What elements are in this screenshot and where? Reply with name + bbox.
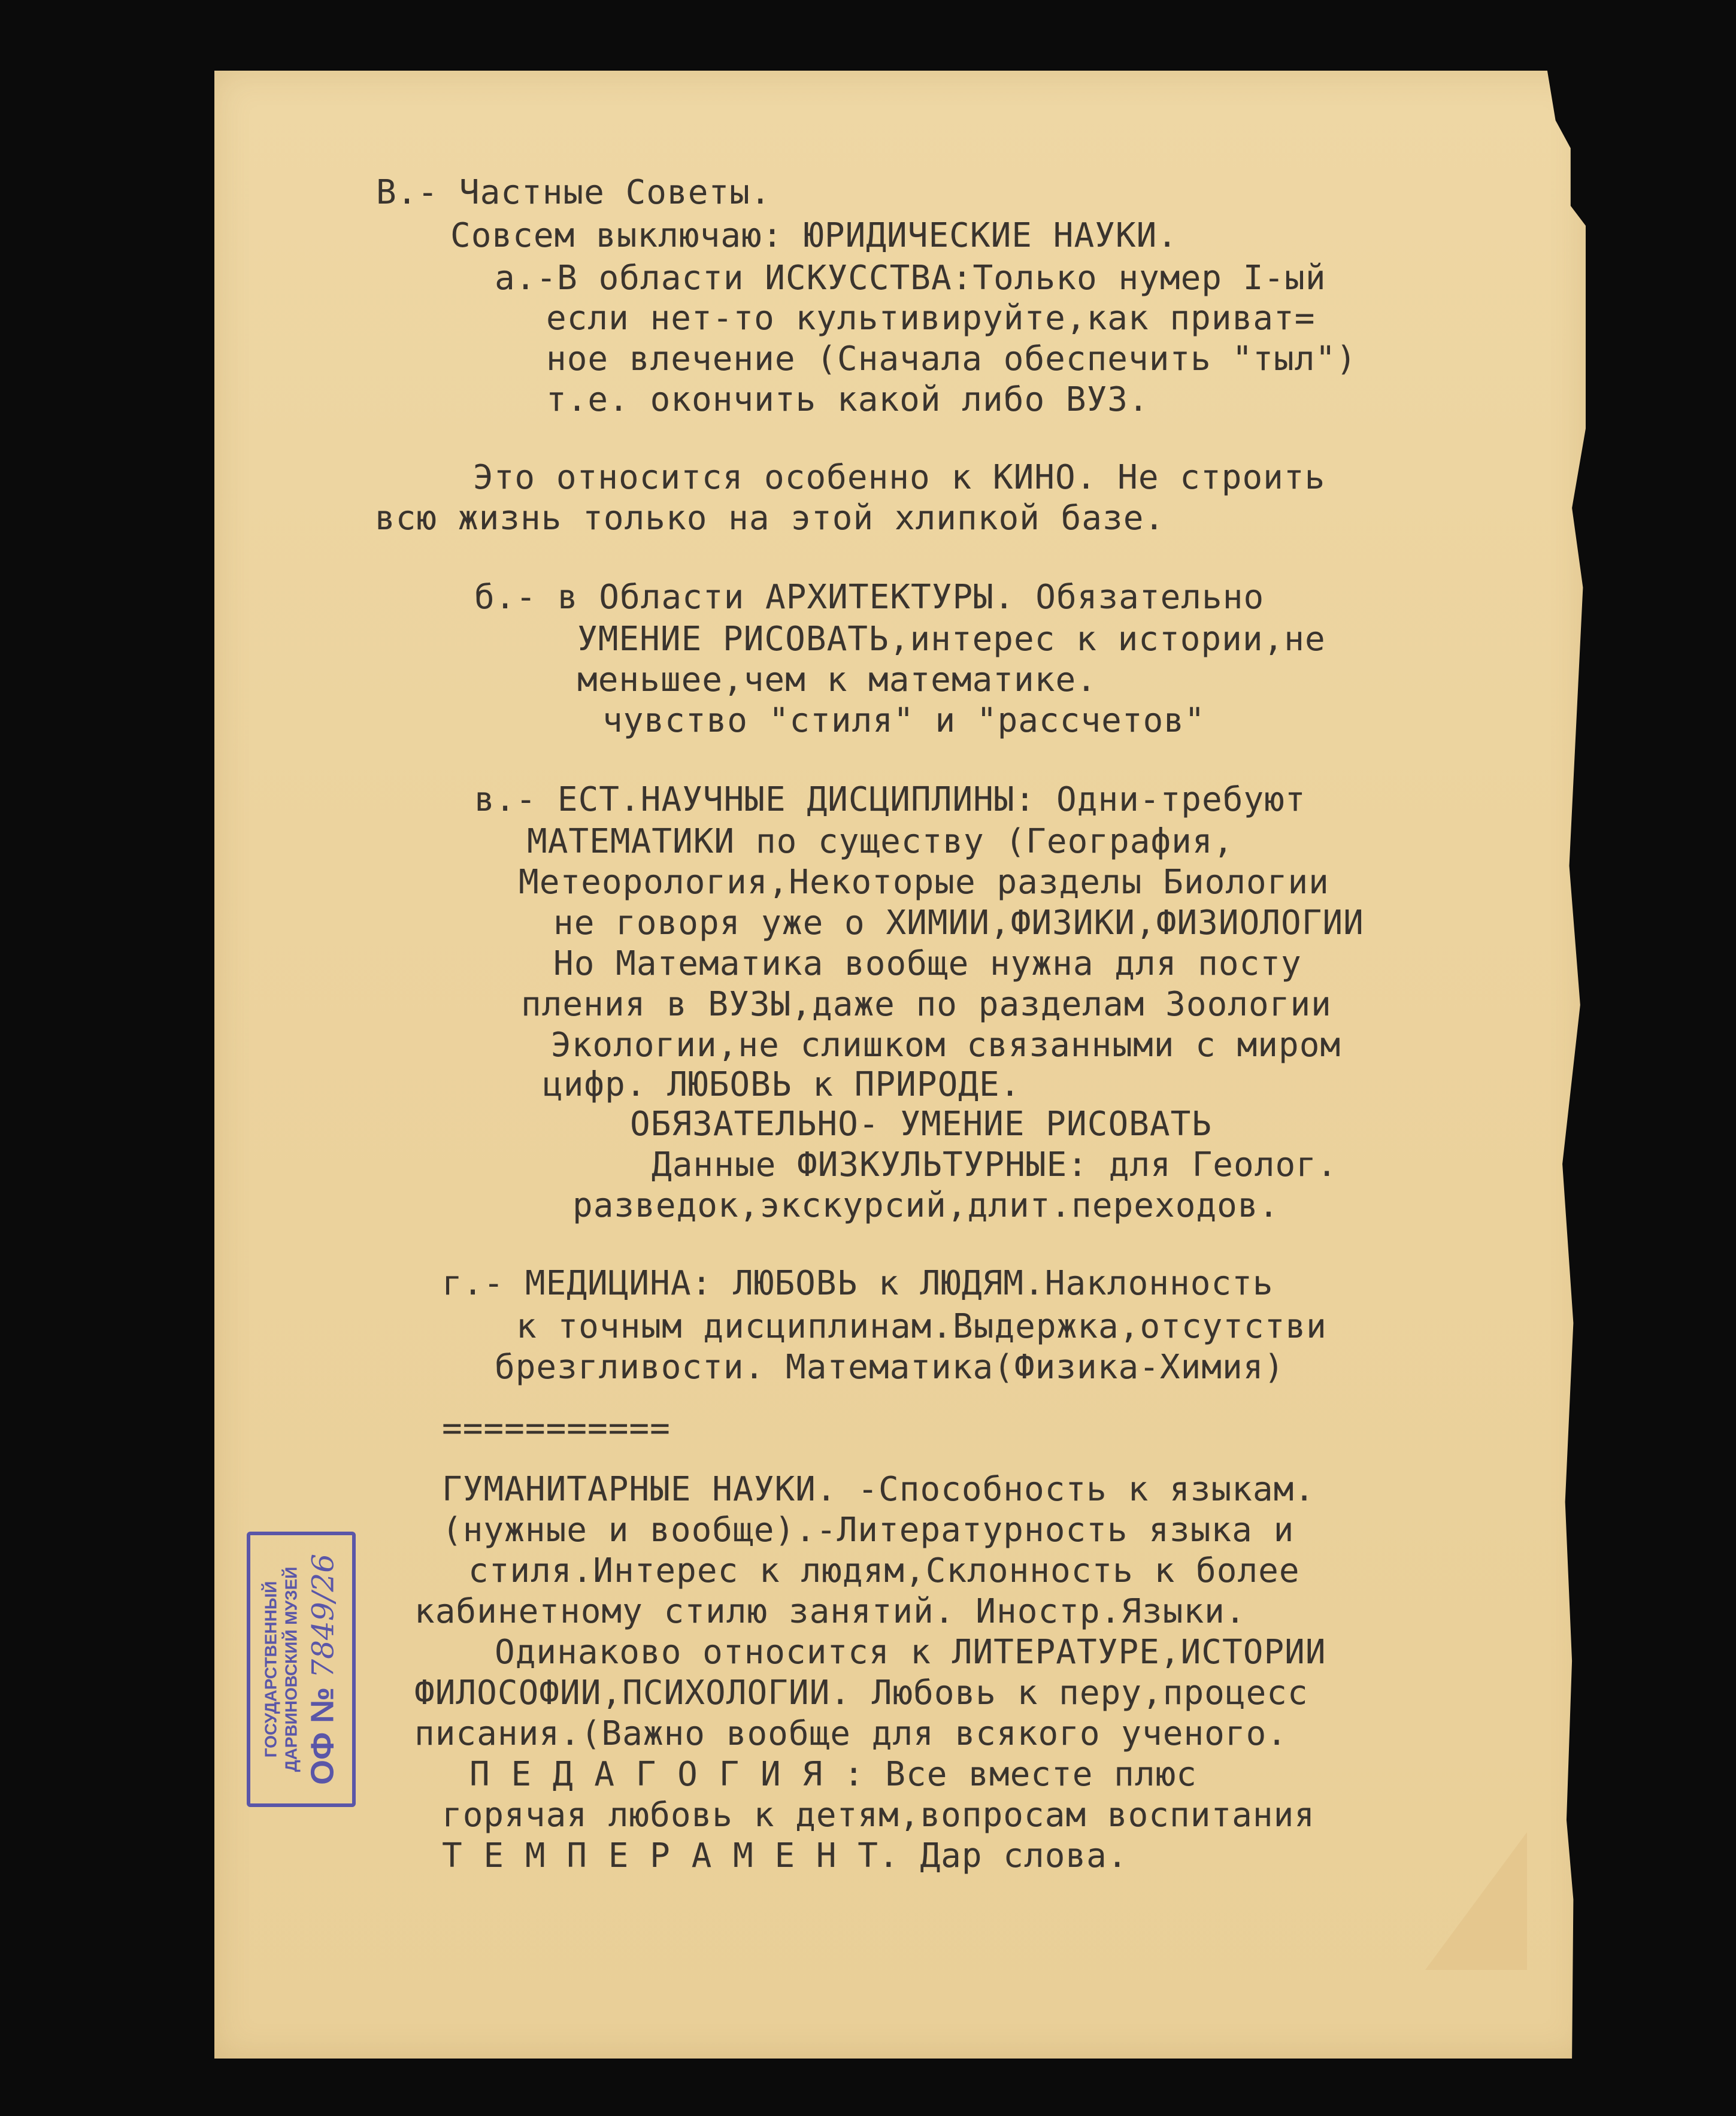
text-line: брезгливости. Математика(Физика-Химия) (495, 1348, 1285, 1387)
folded-corner (1425, 1832, 1527, 1970)
text-line: Экологии,не слишком связанными с миром (551, 1026, 1341, 1065)
text-line: ОБЯЗАТЕЛЬНО- УМЕНИЕ РИСОВАТЬ (630, 1105, 1213, 1144)
text-line: пления в ВУЗЫ,даже по разделам Зоологии (521, 985, 1332, 1024)
divider-rule: =========== (442, 1409, 671, 1448)
text-line: б.- в Области АРХИТЕКТУРЫ. Обязательно (474, 578, 1265, 617)
text-line: стиля.Интерес к людям,Склонность к более (468, 1551, 1300, 1590)
stamp-line-2: ДАРВИНОВСКИЙ МУЗЕЙ (281, 1566, 301, 1772)
text-line: Одинаково относится к ЛИТЕРАТУРЕ,ИСТОРИИ (495, 1633, 1326, 1672)
text-line: ное влечение (Сначала обеспечить "тыл") (546, 339, 1357, 378)
text-line: ФИЛОСОФИИ,ПСИХОЛОГИИ. Любовь к перу,процесс (414, 1674, 1308, 1712)
text-line: УМЕНИЕ РИСОВАТЬ,интерес к истории,не (577, 620, 1326, 659)
text-line: а.-В области ИСКУССТВА:Только нумер I-ый (495, 259, 1326, 298)
text-line: Но Математика вообще нужна для посту (553, 944, 1302, 983)
stamp-prefix: ОФ № (304, 1687, 341, 1785)
text-line: горячая любовь к детям,вопросам воспитания (442, 1796, 1316, 1835)
text-line: г.- МЕДИЦИНА: ЛЮБОВЬ к ЛЮДЯМ.Наклонность (442, 1264, 1274, 1303)
text-line: разведок,экскурсий,длит.переходов. (572, 1186, 1280, 1225)
text-line: МАТЕМАТИКИ по существу (География, (527, 822, 1234, 861)
text-line: Т Е М П Е Р А М Е Н Т. Дар слова. (442, 1836, 1128, 1875)
text-line: ГУМАНИТАРНЫЕ НАУКИ. -Способность к языкам. (442, 1470, 1316, 1509)
text-line: цифр. ЛЮБОВЬ к ПРИРОДЕ. (543, 1065, 1021, 1104)
text-line: Совсем выключаю: ЮРИДИЧЕСКИЕ НАУКИ. (450, 216, 1178, 255)
text-line: к точным дисциплинам.Выдержка,отсутстви (516, 1307, 1327, 1346)
text-line: в.- ЕСТ.НАУЧНЫЕ ДИСЦИПЛИНЫ: Одни-требуют (474, 780, 1306, 819)
stamp-inventory-number (304, 1538, 342, 1801)
museum-stamp (247, 1532, 356, 1807)
section-heading: В.- Частные Советы. (376, 173, 771, 212)
text-line: всю жизнь только на этой хлипкой базе. (375, 499, 1165, 538)
text-line: Данные ФИЗКУЛЬТУРНЫЕ: для Геолог. (652, 1145, 1338, 1184)
stamp-handwritten-number: 7849/26 (305, 1553, 341, 1678)
text-line: П Е Д А Г О Г И Я : Все вместе плюс (469, 1755, 1198, 1794)
text-line: писания.(Важно вообще для всякого ученого. (414, 1714, 1288, 1753)
text-line: если нет-то культивируйте,как приват= (546, 299, 1316, 338)
text-line: кабинетному стилю занятий. Иностр.Языки. (414, 1592, 1246, 1631)
text-line: не говоря уже о ХИМИИ,ФИЗИКИ,ФИЗИОЛОГИИ (553, 904, 1364, 942)
text-line: т.е. окончить какой либо ВУЗ. (546, 380, 1149, 419)
stamp-line-1: ГОСУДАРСТВЕННЫЙ (261, 1581, 280, 1758)
text-line: Метеорология,Некоторые разделы Биологии (519, 863, 1329, 902)
text-line: Это относится особенно к КИНО. Не строить (473, 458, 1326, 497)
text-line: чувство "стиля" и "рассчетов" (602, 701, 1205, 740)
text-line: (нужные и вообще).-Литературность языка и (442, 1511, 1295, 1550)
text-line: меньшее,чем к математике. (577, 660, 1097, 699)
